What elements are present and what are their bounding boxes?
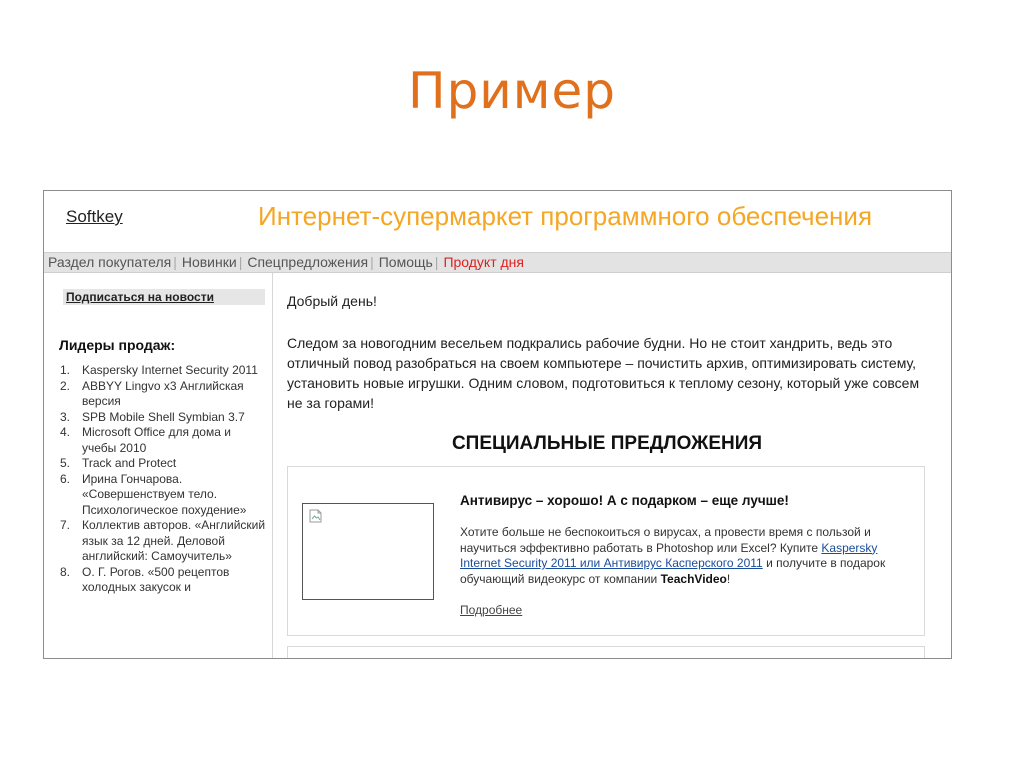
list-number: 7. <box>60 518 71 532</box>
site-logo-link[interactable]: Softkey <box>66 207 123 226</box>
top-navigation <box>44 252 951 273</box>
nav-separator: | <box>173 254 177 270</box>
list-number: 2. <box>60 378 71 393</box>
bestseller-title[interactable]: SPB Mobile Shell Symbian 3.7 <box>82 409 245 424</box>
list-number: 8. <box>60 564 71 579</box>
list-number: 3. <box>60 409 71 424</box>
nav-separator: | <box>370 254 374 270</box>
nav-item-product-of-day[interactable]: Продукт дня <box>443 254 524 270</box>
special-offers-heading: СПЕЦИАЛЬНЫЕ ПРЕДЛОЖЕНИЯ <box>451 433 763 454</box>
bestseller-title[interactable]: Kaspersky Internet Security 2011 <box>82 363 258 377</box>
offer-description <box>460 525 920 587</box>
offer-brand: TeachVideo <box>660 571 727 586</box>
nav-item-new[interactable]: Новинки <box>181 254 237 270</box>
subscribe-link[interactable]: Подписаться на новости <box>66 290 214 304</box>
bestseller-item[interactable] <box>60 425 266 456</box>
bestseller-item[interactable] <box>60 410 266 426</box>
offer-text-middle: и получите в подарок обучающий видеокурс от компании <box>460 556 886 586</box>
list-number: 5. <box>60 456 71 470</box>
bestsellers-list <box>60 363 266 596</box>
greeting-text: Добрый день! <box>287 293 377 309</box>
bestseller-title[interactable]: Коллектив авторов. «Английский язык за 12 дней. Деловой английский: Самоучитель» <box>82 518 266 563</box>
nav-item-help[interactable]: Помощь <box>378 254 433 270</box>
bestseller-item[interactable] <box>60 472 266 519</box>
slide-title: Пример <box>407 62 617 120</box>
list-number: 1. <box>60 363 71 377</box>
nav-item-buyer-section[interactable]: Раздел покупателя <box>48 254 172 270</box>
site-header <box>44 191 951 242</box>
list-number: 6. <box>60 471 71 486</box>
sidebar <box>44 273 273 658</box>
nav-separator: | <box>434 254 439 270</box>
bestseller-item[interactable] <box>60 363 266 379</box>
bestseller-title[interactable]: Microsoft Office для дома и учебы 2010 <box>82 425 231 455</box>
list-number: 4. <box>60 425 71 439</box>
bestsellers-heading: Лидеры продаж: <box>59 337 176 353</box>
broken-image-icon <box>309 509 323 523</box>
nav-item-special-offers[interactable]: Спецпредложения <box>247 254 369 270</box>
nav-separator: | <box>238 254 243 270</box>
bestseller-title[interactable]: Track and Protect <box>82 456 177 470</box>
offer-image[interactable] <box>302 503 434 600</box>
website-screenshot <box>43 190 952 659</box>
next-offer-card <box>287 646 925 658</box>
subscribe-box <box>63 289 265 305</box>
bestseller-item[interactable] <box>60 518 266 565</box>
offer-card <box>287 466 925 636</box>
main-content <box>287 273 937 658</box>
intro-paragraph: Следом за новогодним весельем подкрались рабочие будни. Но не стоит хандрить, ведь это отличный повод разобраться на своем компьютере – почистить архив, оптимизировать систему, установить новые игрушки. Одним словом, подготовиться к теплому сезону, который уже совсем не за горами! <box>287 335 920 411</box>
offer-title: Антивирус – хорошо! А с подарком – еще лучше! <box>460 493 789 508</box>
offer-text-end: ! <box>726 571 731 586</box>
bestseller-item[interactable] <box>60 456 266 472</box>
offer-text-before: Хотите больше не беспокоиться о вирусах, а провести время с пользой и научиться эффективно работать в Photoshop или Excel? Купите <box>460 525 871 555</box>
site-title: Интернет-супермаркет программного обеспечения <box>258 201 873 231</box>
bestseller-title[interactable]: Ирина Гончарова. «Совершенствуем тело. Психологическое похудение» <box>82 471 247 517</box>
offer-product-link[interactable]: Kaspersky Internet Security 2011 или Антивирус Касперского 2011 <box>460 540 878 570</box>
bestseller-item[interactable] <box>60 379 266 410</box>
more-details-link[interactable]: Подробнее <box>460 603 523 617</box>
bestseller-title[interactable]: ABBYY Lingvo x3 Английская версия <box>82 378 244 408</box>
bestseller-item[interactable] <box>60 565 266 596</box>
bestseller-title[interactable]: О. Г. Рогов. «500 рецептов холодных закусок и <box>82 564 230 594</box>
